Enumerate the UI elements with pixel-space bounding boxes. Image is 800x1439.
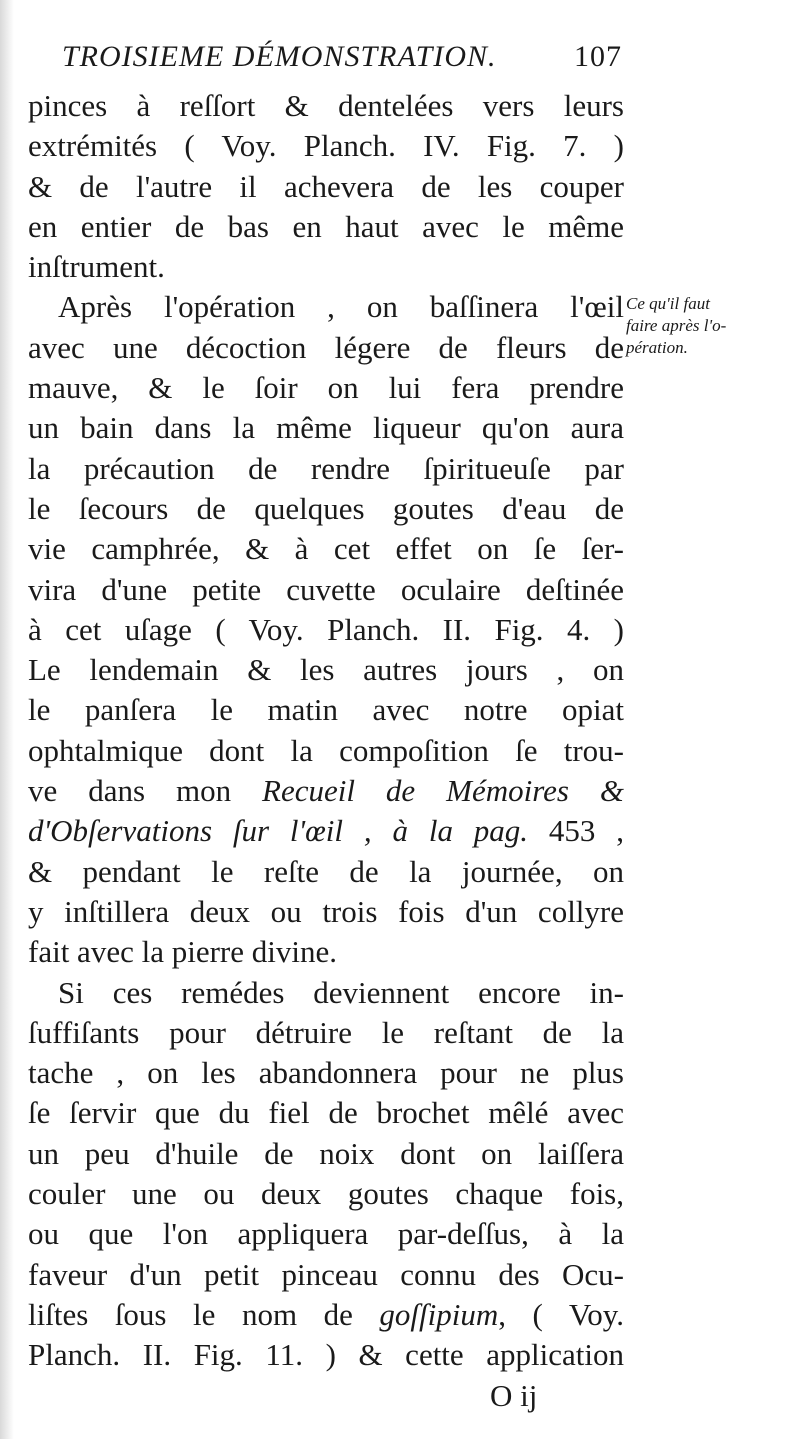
running-head-title: TROISIEME DÉMONSTRATION.: [62, 40, 497, 73]
italic-title: d'Obſervations ſur l'œil , à la pag.: [28, 813, 529, 849]
text-line: un peu d'huile de noix dont on laiſſera: [28, 1135, 624, 1171]
text-line: & de l'autre il achevera de les couper: [28, 168, 624, 204]
page-number: 107: [574, 40, 622, 73]
margin-note: [626, 293, 776, 359]
text-line: extrémités ( Voy. Planch. IV. Fig. 7. ): [28, 128, 624, 164]
text-line: la précaution de rendre ſpiritueuſe par: [28, 450, 624, 486]
italic-term: goſſipium: [379, 1296, 499, 1332]
text-line: avec une décoction légere de fleurs de: [28, 329, 624, 365]
text-line: y inſtillera deux ou trois fois d'un collyre: [28, 893, 624, 929]
text-line: à cet uſage ( Voy. Planch. II. Fig. 4. ): [28, 611, 624, 647]
margin-note-line: faire après l'o-: [626, 316, 727, 335]
text-line: [28, 1295, 624, 1335]
italic-title: Recueil de Mémoires &: [262, 773, 624, 809]
text-line: inſtrument.: [28, 249, 165, 285]
text-line: Après l'opération , on baſſinera l'œil: [58, 289, 624, 325]
body-text: [28, 86, 624, 1376]
text-line: ou que l'on appliquera par-deſſus, à la: [28, 1216, 624, 1252]
text-line: mauve, & le ſoir on lui fera prendre: [28, 370, 624, 406]
text-fragment: , ( Voy.: [498, 1296, 624, 1332]
spine-shadow: [0, 0, 14, 1439]
text-line: en entier de bas en haut avec le même: [28, 208, 624, 244]
text-line: Si ces remédes deviennent encore in-: [58, 974, 624, 1010]
text-line: ſuffiſants pour détruire le reſtant de la: [28, 1014, 624, 1050]
text-line: Le lendemain & les autres jours , on: [28, 652, 624, 688]
text-line: & pendant le reſte de la journée, on: [28, 853, 624, 889]
text-line: le panſera le matin avec notre opiat: [28, 692, 624, 728]
text-line: pinces à reſſort & dentelées vers leurs: [28, 88, 624, 123]
margin-note-line: Ce qu'il faut: [626, 294, 710, 313]
text-line: ſe ſervir que du fiel de brochet mêlé avec: [28, 1095, 624, 1131]
text-fragment: liſtes ſous le nom de: [28, 1296, 353, 1332]
text-line: faveur d'un petit pinceau connu des Ocu-: [28, 1256, 624, 1292]
text-fragment: ve dans mon: [28, 773, 232, 809]
text-line: ophtalmique dont la compoſition ſe trou-: [28, 732, 624, 768]
text-line: un bain dans la même liqueur qu'on aura: [28, 410, 624, 446]
signature-mark: O ij: [490, 1378, 538, 1413]
text-line: [28, 811, 624, 851]
text-line: couler une ou deux goutes chaque fois,: [28, 1176, 624, 1212]
text-line: fait avec la pierre divine.: [28, 934, 337, 970]
margin-note-line: pération.: [626, 338, 688, 357]
text-line: vie camphrée, & à cet effet on ſe ſer-: [28, 531, 624, 567]
page-reference: 453 ,: [548, 813, 624, 849]
text-line: vira d'une petite cuvette oculaire deſtinée: [28, 571, 624, 607]
text-line: le ſecours de quelques goutes d'eau de: [28, 490, 624, 526]
text-line: Planch. II. Fig. 11. ) & cette application: [28, 1337, 624, 1373]
text-line: tache , on les abandonnera pour ne plus: [28, 1055, 624, 1091]
running-head: [62, 40, 622, 86]
text-line: [28, 771, 624, 811]
